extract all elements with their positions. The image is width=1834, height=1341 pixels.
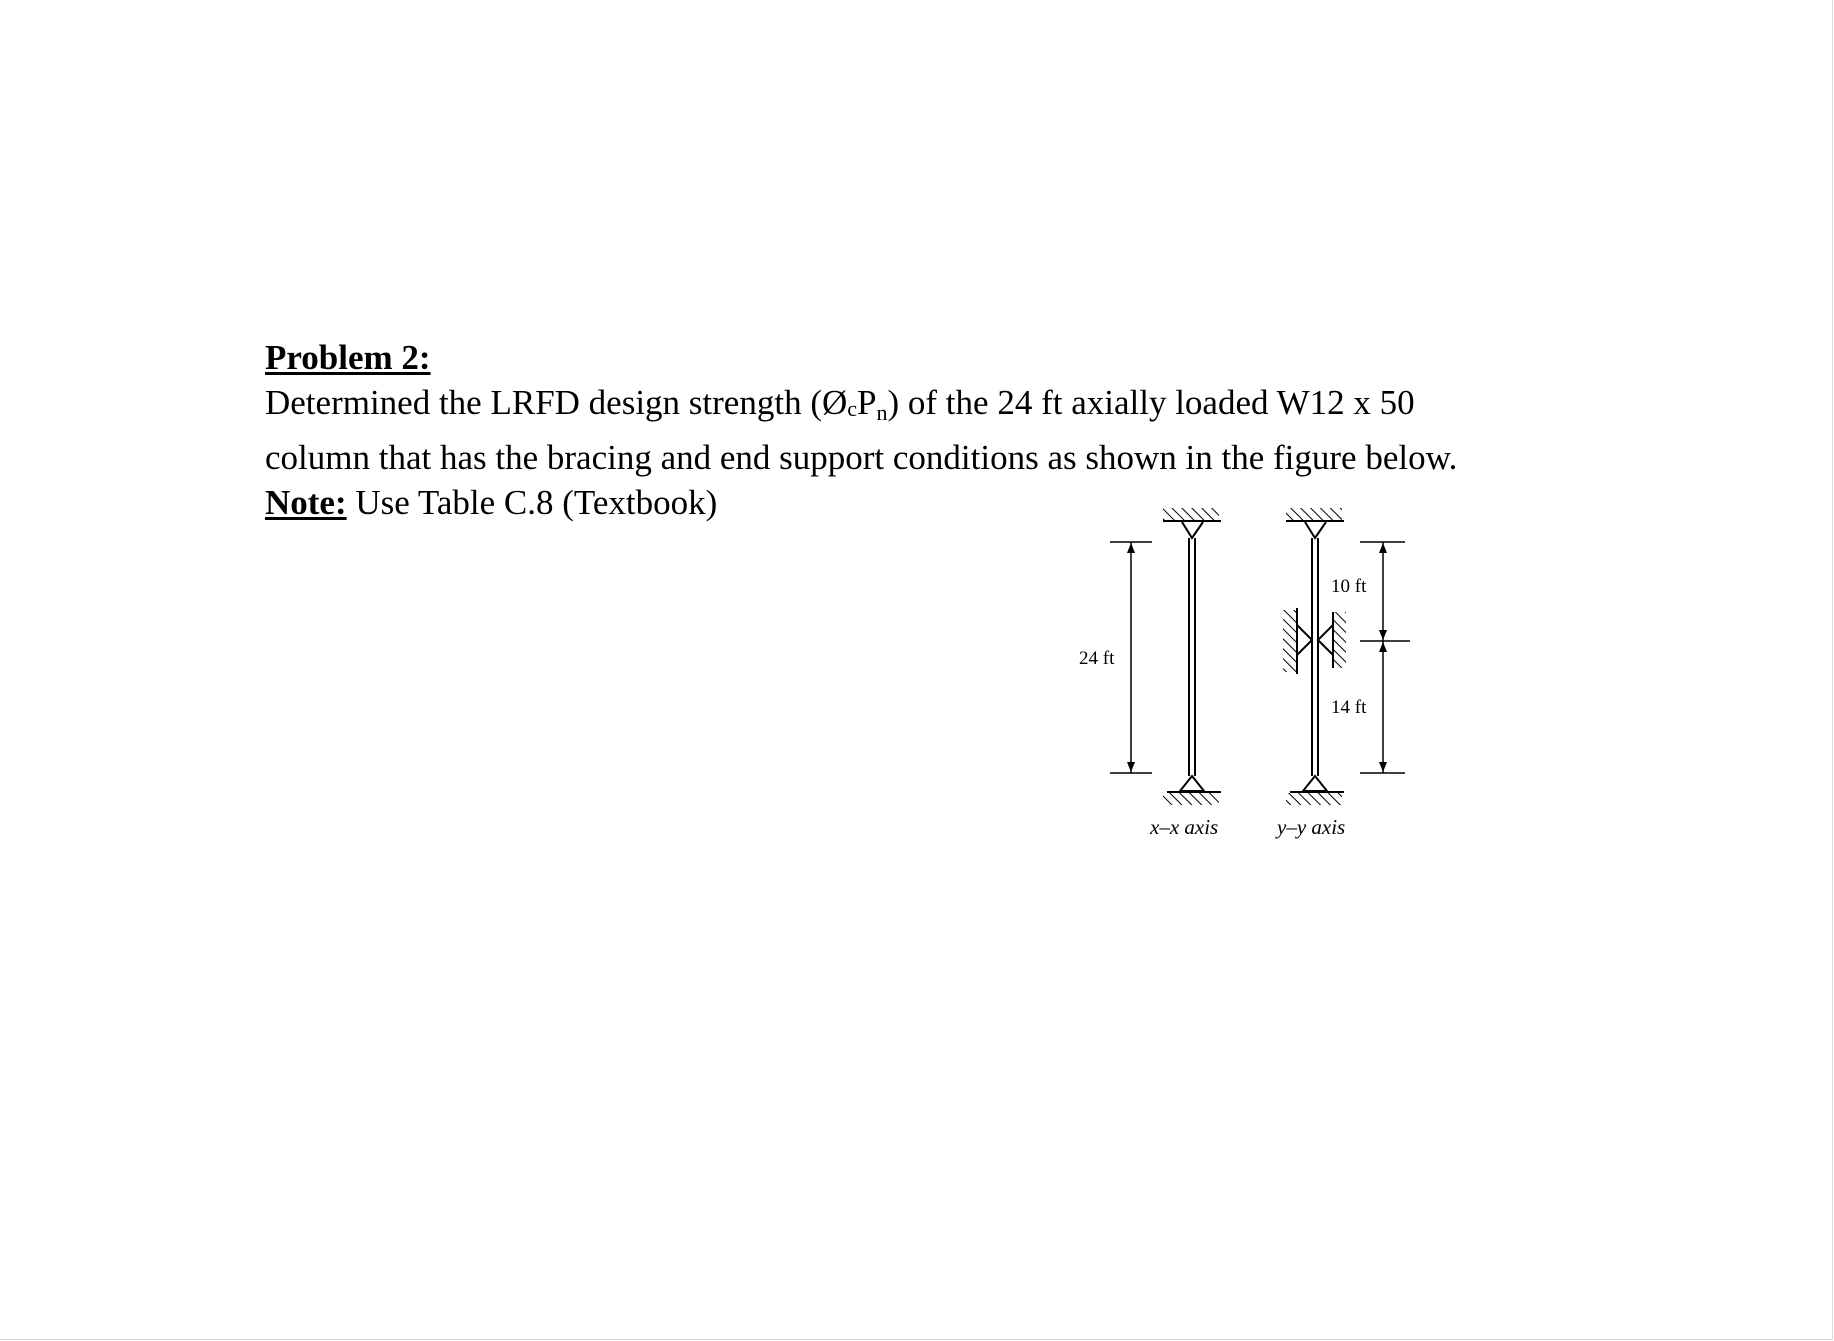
p-symbol: P <box>857 383 877 422</box>
phi-subscript-c: c <box>847 396 858 421</box>
dim-10-arrow-bottom <box>1379 630 1387 640</box>
dim-24-arrow-top <box>1127 543 1135 553</box>
dim-14-arrow-top <box>1379 642 1387 652</box>
brace-right <box>1318 625 1333 655</box>
problem-statement-line-2: column that has the bracing and end support conditions as shown in the figure below. <box>265 438 1458 477</box>
y-bottom-support-hatch <box>1286 793 1342 805</box>
dim-10-label: 10 ft <box>1331 576 1367 597</box>
brace-left <box>1297 625 1312 655</box>
x-top-support-hatch <box>1163 508 1219 520</box>
y-top-support-hatch <box>1286 508 1342 520</box>
dim-14-arrow-bottom <box>1379 762 1387 772</box>
statement-part-a: Determined the LRFD design strength (Ø <box>265 383 848 422</box>
dim-24-arrow-bottom <box>1127 762 1135 772</box>
x-bottom-support-hatch <box>1163 793 1219 805</box>
problem-heading: Problem 2: <box>265 338 431 377</box>
x-top-pin <box>1182 522 1203 538</box>
statement-part-b: ) of the 24 ft axially loaded W12 x 50 <box>887 383 1415 422</box>
brace-wall-hatch <box>1283 610 1297 672</box>
x-axis-label: x–x axis <box>1150 815 1219 839</box>
y-bottom-pin <box>1303 776 1327 791</box>
y-axis-column <box>1283 508 1410 805</box>
dim-14-label: 14 ft <box>1331 697 1367 718</box>
dim-10-arrow-top <box>1379 543 1387 553</box>
note-label: Note: <box>265 483 347 522</box>
note-text: Use Table C.8 (Textbook) <box>346 483 718 522</box>
p-subscript-n: n <box>876 400 888 425</box>
x-bottom-pin <box>1180 776 1204 791</box>
x-axis-column <box>1110 508 1221 805</box>
y-top-pin <box>1305 522 1326 538</box>
y-axis-label: y–y axis <box>1277 815 1346 839</box>
brace-wall-hatch-right <box>1334 612 1346 668</box>
dim-24-label: 24 ft <box>1079 648 1115 669</box>
